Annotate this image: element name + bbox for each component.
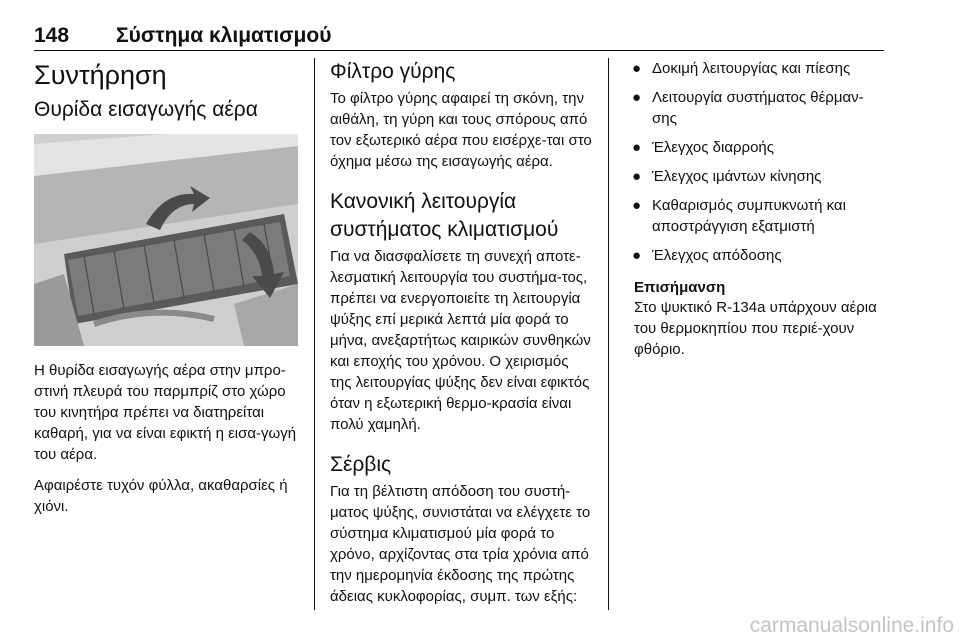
bullet-icon: ● [632,139,642,156]
list-item: ● Έλεγχος διαρροής [632,139,774,156]
watermark: carmanualsonline.info [749,614,954,637]
list-item: ● Λειτουργία συστήματος θέρμαν-σης [632,89,864,127]
column-middle [330,58,592,617]
note-title: Επισήμανση [634,279,726,296]
bullet-icon: ● [632,247,642,264]
service-checklist [630,58,888,266]
column-right [630,58,888,360]
heading-service: Σέρβις [330,453,392,476]
chapter-title: Σύστημα κλιματισμού [116,24,332,47]
page-header [34,24,884,51]
list-item: ● Έλεγχος απόδοσης [632,247,782,264]
service-text: Για τη βέλτιστη απόδοση του συστή-ματος ψύξης, συνιστάται να ελέγχετε το σύστημα κλιματισμού μία φορά το χρόνο, αρχίζοντας στα τρία χρόνια από την ημερομηνία έκδοσης της πρώτης άδειας κυκλοφορίας, συμπ. των εξής: [330,483,591,605]
bullet-icon: ● [632,89,642,106]
column-divider [608,58,609,610]
regular-operation-text: Για να διασφαλίσετε τη συνεχή αποτε-λεσματική λειτουργία του συστήμα-τος, πρέπει να ενεργοποιείτε τη λειτουργία ψύξης επί μερικά λεπτά μία φορά το μήνα, ανεξαρτήτως καιρικών συνθηκών και εποχής του χρόνου. Ο χειρισμός της λειτουργίας ψύξης δεν είναι εφικτός όταν η εξωτερική θερμο-κρασία είναι πολύ χαμηλή. [330,248,591,433]
pollen-filter-text: Το φίλτρο γύρης αφαιρεί τη σκόνη, την αιθάλη, τη γύρη και τους σπόρους από τον εξωτερικό αέρα που εισέρχε-ται στο όχημα μέσω της εισαγωγής αέρα. [330,90,592,170]
list-item: ● Καθαρισμός συμπυκνωτή και αποστράγγιση εξατμιστή [632,197,846,235]
bullet-icon: ● [632,168,642,185]
heading-pollen-filter: Φίλτρο γύρης [330,60,456,83]
subheading-air-intake: Θυρίδα εισαγωγής αέρα [34,98,258,121]
page-number: 148 [34,24,70,47]
air-intake-illustration [34,134,298,346]
heading-regular-operation: Κανονική λειτουργία συστήματος κλιματισμού [330,190,559,241]
list-item: ● Έλεγχος ιμάντων κίνησης [632,168,822,185]
list-item: ● Δοκιμή λειτουργίας και πίεσης [632,60,851,77]
note-text: Στο ψυκτικό R-134a υπάρχουν αέρια του θερμοκηπίου που περιέ-χουν φθόριο. [634,299,877,358]
column-divider [314,58,315,610]
bullet-icon: ● [632,60,642,77]
section-heading-maintenance: Συντήρηση [34,60,167,90]
column-left [34,58,298,527]
bullet-icon: ● [632,197,642,214]
air-intake-paragraph-1: Η θυρίδα εισαγωγής αέρα στην μπρο-στινή πλευρά του παρμπρίζ στο χώρο του κινητήρα πρέπει να διατηρείται καθαρή, για να είναι εφικτή η εισα-γωγή του αέρα. [34,362,297,463]
air-intake-paragraph-2: Αφαιρέστε τυχόν φύλλα, ακαθαρσίες ή χιόνι. [34,477,288,515]
